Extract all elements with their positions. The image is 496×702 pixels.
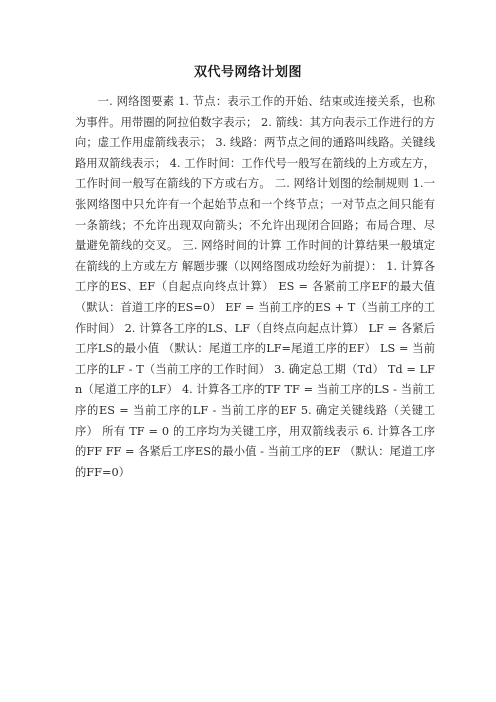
- document-title: 双代号网络计划图: [193, 65, 302, 80]
- document-body-paragraph: 一. 网络图要素 1. 节点：表示工作的开始、结束或连接关系，也称为事件。用带圈的阿拉伯数字表示； 2. 箭线：其方向表示工作进行的方向；虚工作用虚箭线表示； 3. 线路：两节点之间的通路叫线路。关键线路用双箭线表示； 4. 工作时间：工作代号一般写在箭线的上方或左方，工作时间一般写在箭线的下方或右方。 二. 网络计划图的绘制规则 1.一张网络图中只允许有一个起始节点和一个终节点；一对节点之间只能有一条箭线；不允许出现双向箭头；不允许出现闭合回路；布局合理、尽量避免箭线的交叉。 三. 网络时间的计算 工作时间的计算结果一般填定在箭线的上方或左方 解题步骤（以网络图成功绘好为前提）： 1. 计算各工序的ES、EF（自起点向终点计算） ES = 各紧前工序EF的最大值 （默认：首道工序的ES=0） EF = 当前工序的ES + T（当前工序的工作时间） 2. 计算各工序的LS、LF（自终点向起点计算） LF = 各紧后工序LS的最小值 （默认：尾道工序的LF=尾道工序的EF） LS = 当前工序的LF - T（当前工序的工作时间） 3. 确定总工期（Td） Td = LFn（尾道工序的LF） 4. 计算各工序的TF TF = 当前工序的LS - 当前工序的ES = 当前工序的LF - 当前工序的EF 5. 确定关键线路（关键工序） 所有 TF = 0 的工序均为关键工序，用双箭线表示 6. 计算各工序的FF FF = 各紧后工序ES的最小值 - 当前工序的EF （默认：尾道工序的FF=0）: [75, 95, 435, 479]
